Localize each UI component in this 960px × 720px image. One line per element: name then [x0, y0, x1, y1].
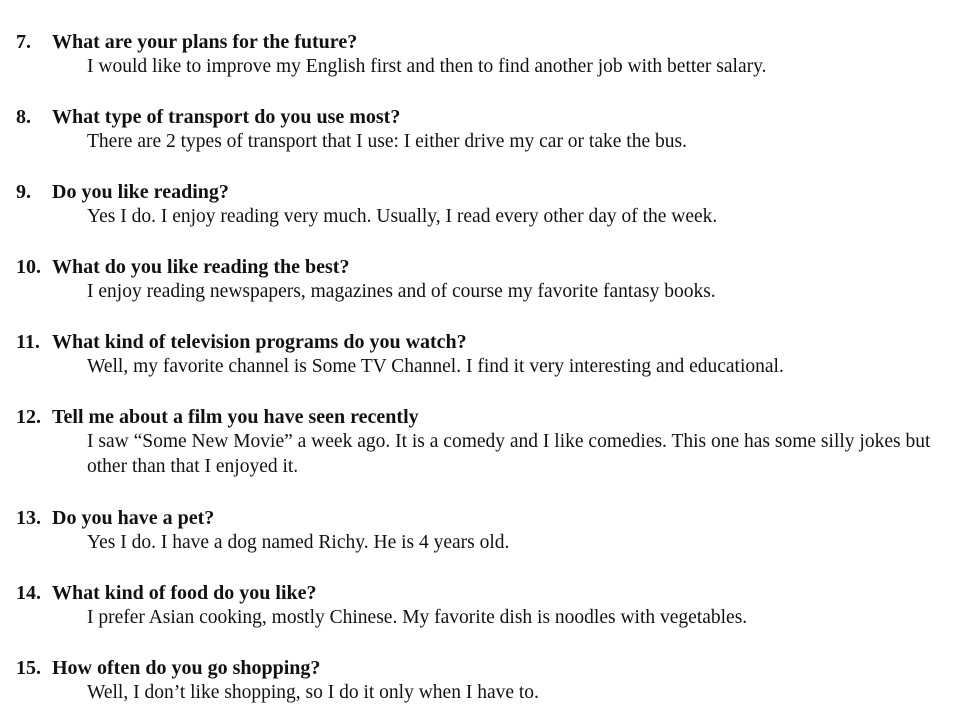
- question-number: 14.: [16, 582, 41, 604]
- answer-text: Well, my favorite channel is Some TV Channel. I find it very interesting and educational.: [87, 356, 784, 377]
- question-number: 11.: [16, 331, 40, 353]
- question-number: 10.: [16, 256, 41, 278]
- answer-text: I prefer Asian cooking, mostly Chinese. My favorite dish is noodles with vegetables.: [87, 607, 748, 628]
- question-line: [16, 656, 946, 680]
- question-text: Tell me about a film you have seen recently: [52, 406, 419, 428]
- question-number: 13.: [16, 507, 41, 529]
- qa-item-8: [16, 105, 946, 154]
- qa-item-7: [16, 30, 946, 79]
- question-text: What are your plans for the future?: [52, 31, 358, 53]
- answer-text: Well, I don’t like shopping, so I do it only when I have to.: [87, 682, 539, 703]
- qa-item-13: [16, 506, 946, 555]
- answer-text: I enjoy reading newspapers, magazines and of course my favorite fantasy books.: [87, 281, 716, 302]
- question-number: 12.: [16, 406, 41, 428]
- answer-text: I saw “Some New Movie” a week ago. It is a comedy and I like comedies. This one has some silly jokes but other than that I enjoyed it.: [87, 431, 931, 477]
- question-line: [16, 180, 946, 204]
- answer-text: Yes I do. I enjoy reading very much. Usually, I read every other day of the week.: [87, 206, 718, 227]
- question-number: 7.: [16, 31, 31, 53]
- question-text: What do you like reading the best?: [52, 256, 350, 278]
- question-line: [16, 405, 946, 429]
- answer-text: Yes I do. I have a dog named Richy. He is 4 years old.: [87, 532, 510, 553]
- question-number: 15.: [16, 657, 41, 679]
- question-text: How often do you go shopping?: [52, 657, 321, 679]
- question-text: What kind of television programs do you watch?: [52, 331, 467, 353]
- question-number: 9.: [16, 181, 31, 203]
- answer-text: I would like to improve my English first and then to find another job with better salary.: [87, 56, 767, 77]
- qa-item-11: [16, 330, 946, 379]
- question-line: [16, 105, 946, 129]
- answer-text: There are 2 types of transport that I use: I either drive my car or take the bus.: [87, 131, 687, 152]
- qa-item-9: [16, 180, 946, 229]
- question-line: [16, 581, 946, 605]
- question-line: [16, 255, 946, 279]
- question-line: [16, 30, 946, 54]
- question-line: [16, 506, 946, 530]
- question-text: What type of transport do you use most?: [52, 106, 401, 128]
- question-text: What kind of food do you like?: [52, 582, 317, 604]
- question-text: Do you like reading?: [52, 181, 229, 203]
- qa-item-15: [16, 656, 946, 705]
- qa-item-10: [16, 255, 946, 304]
- question-text: Do you have a pet?: [52, 507, 215, 529]
- question-line: [16, 330, 946, 354]
- question-number: 8.: [16, 106, 31, 128]
- qa-item-14: [16, 581, 946, 630]
- qa-item-12: [16, 405, 946, 479]
